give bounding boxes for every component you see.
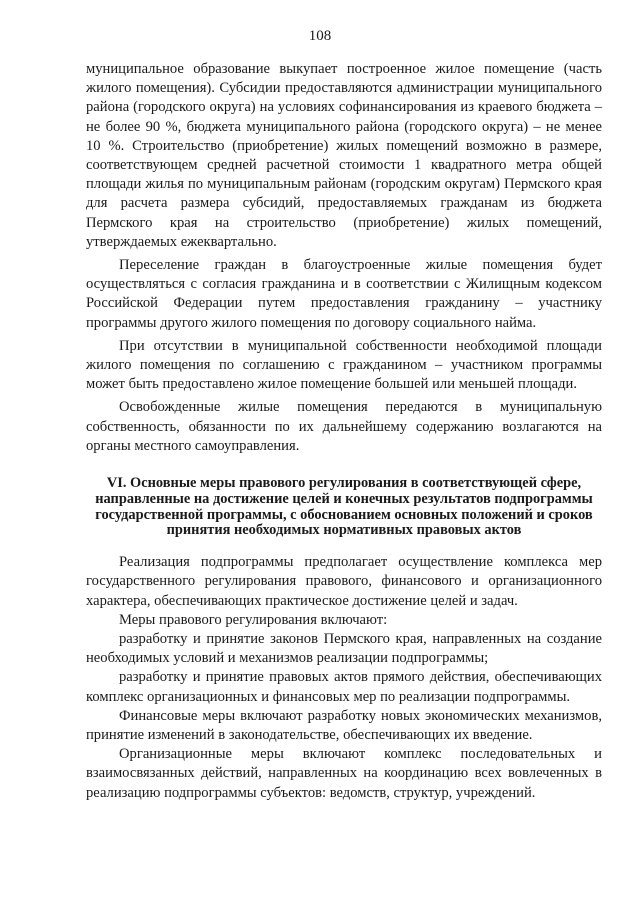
paragraph-area-absence: При отсутствии в муниципальной собственности необходимой площади жилого помещения по соглашению с гражданином – участником программы может быть предоставлено жилое помещение большей или меньшей площади. bbox=[86, 337, 602, 393]
page-number: 108 bbox=[308, 28, 332, 44]
section-heading: VI. Основные меры правового регулирования в соответствующей сфере, направленные на достижение целей и конечных результатов подпрограммы государственной программы, с обоснованием основных положений и сроков принятия необходимых нормативных правовых актов bbox=[95, 475, 593, 539]
paragraph-financial-measures: Финансовые меры включают разработку новых экономических механизмов, принятие изменений в законодательстве, обеспечивающих их введение. bbox=[86, 707, 602, 744]
document-body bbox=[86, 60, 602, 803]
paragraph-resettlement: Переселение граждан в благоустроенные жилые помещения будет осуществляться с согласия гражданина и в соответствии с Жилищным кодексом Российской Федерации путем предоставления гражданину – участнику программы другого жилого помещения по договору социального найма. bbox=[86, 257, 602, 331]
list-item-laws: разработку и принятие законов Пермского края, направленных на создание необходимых условий и механизмов реализации подпрограммы; bbox=[86, 631, 602, 667]
paragraph-organizational-measures: Организационные меры включают комплекс последовательных и взаимосвязанных действий, направленных на координацию всех вовлеченных в реализацию подпрограммы субъектов: ведомств, структур, учреждений. bbox=[86, 746, 602, 801]
paragraph-continuation: муниципальное образование выкупает построенное жилое помещение (часть жилого помещения). Субсидии предоставляются администрации муниципального района (городского округа) на условиях софинансирования из краевого бюджета – не более 90 %, бюджета муниципального района (городского округа) – не менее 10 %. Строительство (приобретение) жилых помещений возможно в размере, соответствующем средней расчетной стоимости 1 квадратного метра общей площади жилья по муниципальным районам (городским округам) Пермского края для расчета размера субсидий, предоставляемых гражданам из бюджета Пермского края на строительство (приобретение) жилых помещений, утверждаемых ежеквартально. bbox=[86, 61, 602, 250]
paragraph-vacated-housing: Освобожденные жилые помещения передаются в муниципальную собственность, обязанности по их дальнейшему содержанию возлагаются на органы местного самоуправления. bbox=[86, 399, 602, 454]
paragraph-legal-measures-intro: Меры правового регулирования включают: bbox=[119, 611, 388, 628]
paragraph-implementation: Реализация подпрограммы предполагает осуществление комплекса мер государственного регулирования правового, финансового и организационного характера, обеспечивающих практическое достижение целей и задач. bbox=[86, 554, 602, 609]
list-item-legal-acts: разработку и принятие правовых актов прямого действия, обеспечивающих комплекс организационных и финансовых мер по реализации подпрограммы. bbox=[86, 669, 602, 705]
